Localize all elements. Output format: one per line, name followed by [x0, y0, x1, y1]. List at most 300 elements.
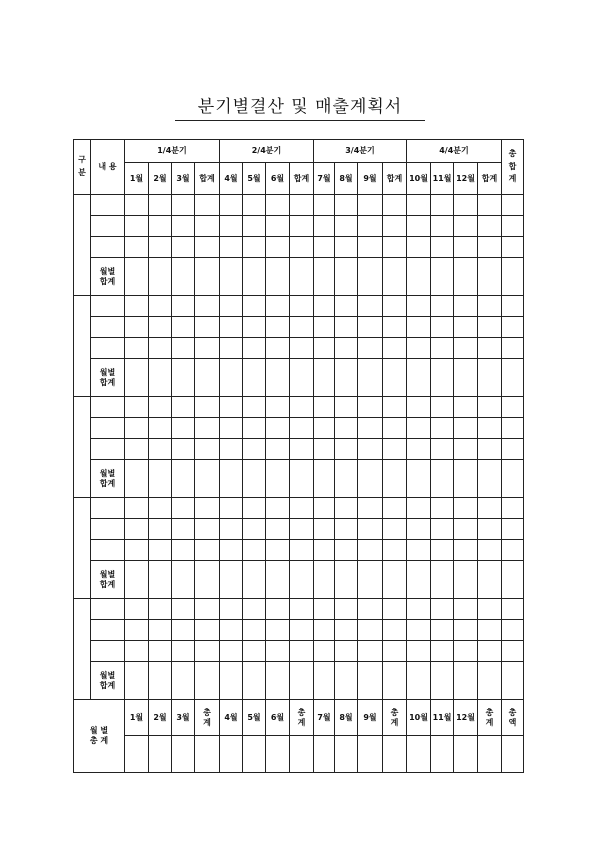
entry-cell[interactable]	[502, 359, 524, 397]
entry-cell[interactable]	[195, 519, 220, 540]
entry-cell[interactable]	[290, 519, 314, 540]
entry-cell[interactable]	[478, 620, 502, 641]
entry-cell[interactable]	[195, 258, 220, 296]
entry-cell[interactable]	[125, 599, 149, 620]
entry-cell[interactable]	[431, 258, 454, 296]
entry-cell[interactable]	[172, 216, 195, 237]
entry-cell[interactable]	[220, 216, 243, 237]
entry-cell[interactable]	[290, 397, 314, 418]
entry-cell[interactable]	[266, 359, 290, 397]
entry-cell[interactable]	[358, 540, 383, 561]
entry-cell[interactable]	[407, 498, 431, 519]
entry-cell[interactable]	[454, 359, 478, 397]
entry-cell[interactable]	[431, 641, 454, 662]
entry-cell[interactable]	[335, 460, 358, 498]
entry-cell[interactable]	[149, 338, 172, 359]
content-cell[interactable]	[91, 641, 125, 662]
entry-cell[interactable]	[407, 736, 431, 773]
entry-cell[interactable]	[314, 237, 335, 258]
entry-cell[interactable]	[290, 317, 314, 338]
entry-cell[interactable]	[358, 338, 383, 359]
entry-cell[interactable]	[454, 460, 478, 498]
entry-cell[interactable]	[290, 359, 314, 397]
entry-cell[interactable]	[502, 338, 524, 359]
entry-cell[interactable]	[172, 359, 195, 397]
entry-cell[interactable]	[454, 317, 478, 338]
entry-cell[interactable]	[358, 195, 383, 216]
entry-cell[interactable]	[290, 216, 314, 237]
entry-cell[interactable]	[266, 338, 290, 359]
entry-cell[interactable]	[172, 296, 195, 317]
entry-cell[interactable]	[335, 641, 358, 662]
entry-cell[interactable]	[431, 439, 454, 460]
entry-cell[interactable]	[290, 439, 314, 460]
entry-cell[interactable]	[149, 418, 172, 439]
entry-cell[interactable]	[383, 662, 407, 700]
content-cell[interactable]	[91, 599, 125, 620]
entry-cell[interactable]	[383, 439, 407, 460]
entry-cell[interactable]	[266, 460, 290, 498]
entry-cell[interactable]	[358, 561, 383, 599]
entry-cell[interactable]	[335, 258, 358, 296]
entry-cell[interactable]	[431, 460, 454, 498]
entry-cell[interactable]	[383, 599, 407, 620]
entry-cell[interactable]	[431, 216, 454, 237]
entry-cell[interactable]	[149, 498, 172, 519]
entry-cell[interactable]	[383, 736, 407, 773]
entry-cell[interactable]	[407, 216, 431, 237]
entry-cell[interactable]	[172, 662, 195, 700]
entry-cell[interactable]	[243, 296, 266, 317]
entry-cell[interactable]	[431, 498, 454, 519]
entry-cell[interactable]	[431, 736, 454, 773]
entry-cell[interactable]	[290, 599, 314, 620]
entry-cell[interactable]	[172, 736, 195, 773]
entry-cell[interactable]	[314, 359, 335, 397]
entry-cell[interactable]	[383, 460, 407, 498]
entry-cell[interactable]	[431, 296, 454, 317]
entry-cell[interactable]	[195, 620, 220, 641]
content-cell[interactable]	[91, 540, 125, 561]
entry-cell[interactable]	[243, 519, 266, 540]
entry-cell[interactable]	[407, 519, 431, 540]
entry-cell[interactable]	[407, 317, 431, 338]
entry-cell[interactable]	[195, 460, 220, 498]
entry-cell[interactable]	[335, 216, 358, 237]
entry-cell[interactable]	[502, 397, 524, 418]
entry-cell[interactable]	[335, 498, 358, 519]
entry-cell[interactable]	[314, 599, 335, 620]
entry-cell[interactable]	[314, 317, 335, 338]
content-cell[interactable]	[91, 397, 125, 418]
entry-cell[interactable]	[243, 460, 266, 498]
entry-cell[interactable]	[502, 540, 524, 561]
entry-cell[interactable]	[290, 641, 314, 662]
content-cell[interactable]	[91, 195, 125, 216]
content-cell[interactable]	[91, 296, 125, 317]
entry-cell[interactable]	[335, 359, 358, 397]
entry-cell[interactable]	[125, 439, 149, 460]
entry-cell[interactable]	[502, 258, 524, 296]
entry-cell[interactable]	[149, 561, 172, 599]
entry-cell[interactable]	[220, 519, 243, 540]
entry-cell[interactable]	[383, 641, 407, 662]
entry-cell[interactable]	[335, 439, 358, 460]
entry-cell[interactable]	[125, 338, 149, 359]
entry-cell[interactable]	[314, 338, 335, 359]
entry-cell[interactable]	[172, 317, 195, 338]
entry-cell[interactable]	[335, 540, 358, 561]
entry-cell[interactable]	[125, 296, 149, 317]
entry-cell[interactable]	[220, 296, 243, 317]
entry-cell[interactable]	[172, 540, 195, 561]
entry-cell[interactable]	[454, 540, 478, 561]
category-cell[interactable]	[74, 599, 91, 700]
entry-cell[interactable]	[125, 397, 149, 418]
entry-cell[interactable]	[220, 641, 243, 662]
entry-cell[interactable]	[290, 460, 314, 498]
entry-cell[interactable]	[358, 620, 383, 641]
entry-cell[interactable]	[314, 519, 335, 540]
entry-cell[interactable]	[431, 519, 454, 540]
entry-cell[interactable]	[243, 620, 266, 641]
entry-cell[interactable]	[266, 296, 290, 317]
category-cell[interactable]	[74, 498, 91, 599]
entry-cell[interactable]	[195, 662, 220, 700]
entry-cell[interactable]	[266, 519, 290, 540]
entry-cell[interactable]	[431, 317, 454, 338]
entry-cell[interactable]	[243, 662, 266, 700]
entry-cell[interactable]	[290, 296, 314, 317]
entry-cell[interactable]	[478, 460, 502, 498]
entry-cell[interactable]	[502, 561, 524, 599]
entry-cell[interactable]	[383, 237, 407, 258]
entry-cell[interactable]	[266, 620, 290, 641]
entry-cell[interactable]	[314, 498, 335, 519]
entry-cell[interactable]	[454, 599, 478, 620]
entry-cell[interactable]	[358, 216, 383, 237]
entry-cell[interactable]	[266, 540, 290, 561]
entry-cell[interactable]	[358, 359, 383, 397]
entry-cell[interactable]	[172, 498, 195, 519]
entry-cell[interactable]	[195, 599, 220, 620]
entry-cell[interactable]	[220, 561, 243, 599]
entry-cell[interactable]	[454, 736, 478, 773]
content-cell[interactable]	[91, 519, 125, 540]
entry-cell[interactable]	[431, 620, 454, 641]
entry-cell[interactable]	[502, 498, 524, 519]
entry-cell[interactable]	[454, 296, 478, 317]
entry-cell[interactable]	[125, 540, 149, 561]
entry-cell[interactable]	[195, 641, 220, 662]
entry-cell[interactable]	[195, 237, 220, 258]
entry-cell[interactable]	[478, 641, 502, 662]
entry-cell[interactable]	[195, 296, 220, 317]
entry-cell[interactable]	[125, 317, 149, 338]
entry-cell[interactable]	[383, 540, 407, 561]
entry-cell[interactable]	[125, 460, 149, 498]
entry-cell[interactable]	[266, 237, 290, 258]
entry-cell[interactable]	[125, 418, 149, 439]
entry-cell[interactable]	[149, 216, 172, 237]
entry-cell[interactable]	[502, 460, 524, 498]
entry-cell[interactable]	[149, 359, 172, 397]
entry-cell[interactable]	[266, 662, 290, 700]
entry-cell[interactable]	[314, 540, 335, 561]
entry-cell[interactable]	[358, 237, 383, 258]
entry-cell[interactable]	[383, 498, 407, 519]
entry-cell[interactable]	[314, 397, 335, 418]
entry-cell[interactable]	[290, 662, 314, 700]
entry-cell[interactable]	[220, 359, 243, 397]
entry-cell[interactable]	[478, 498, 502, 519]
entry-cell[interactable]	[335, 338, 358, 359]
entry-cell[interactable]	[243, 498, 266, 519]
entry-cell[interactable]	[335, 620, 358, 641]
entry-cell[interactable]	[243, 397, 266, 418]
entry-cell[interactable]	[358, 736, 383, 773]
entry-cell[interactable]	[478, 296, 502, 317]
entry-cell[interactable]	[407, 258, 431, 296]
entry-cell[interactable]	[502, 317, 524, 338]
entry-cell[interactable]	[314, 662, 335, 700]
entry-cell[interactable]	[195, 540, 220, 561]
entry-cell[interactable]	[172, 561, 195, 599]
entry-cell[interactable]	[407, 397, 431, 418]
entry-cell[interactable]	[502, 418, 524, 439]
entry-cell[interactable]	[243, 258, 266, 296]
entry-cell[interactable]	[431, 599, 454, 620]
entry-cell[interactable]	[220, 338, 243, 359]
entry-cell[interactable]	[172, 519, 195, 540]
entry-cell[interactable]	[290, 498, 314, 519]
entry-cell[interactable]	[454, 216, 478, 237]
entry-cell[interactable]	[314, 561, 335, 599]
entry-cell[interactable]	[149, 439, 172, 460]
entry-cell[interactable]	[266, 317, 290, 338]
entry-cell[interactable]	[431, 540, 454, 561]
entry-cell[interactable]	[314, 641, 335, 662]
entry-cell[interactable]	[220, 460, 243, 498]
entry-cell[interactable]	[125, 237, 149, 258]
entry-cell[interactable]	[478, 519, 502, 540]
entry-cell[interactable]	[195, 195, 220, 216]
entry-cell[interactable]	[125, 662, 149, 700]
entry-cell[interactable]	[125, 258, 149, 296]
entry-cell[interactable]	[172, 599, 195, 620]
entry-cell[interactable]	[220, 317, 243, 338]
entry-cell[interactable]	[383, 338, 407, 359]
entry-cell[interactable]	[407, 599, 431, 620]
entry-cell[interactable]	[172, 620, 195, 641]
entry-cell[interactable]	[383, 296, 407, 317]
entry-cell[interactable]	[383, 397, 407, 418]
entry-cell[interactable]	[478, 439, 502, 460]
entry-cell[interactable]	[502, 662, 524, 700]
entry-cell[interactable]	[243, 540, 266, 561]
entry-cell[interactable]	[407, 195, 431, 216]
entry-cell[interactable]	[502, 620, 524, 641]
entry-cell[interactable]	[478, 338, 502, 359]
entry-cell[interactable]	[220, 498, 243, 519]
entry-cell[interactable]	[149, 397, 172, 418]
entry-cell[interactable]	[314, 439, 335, 460]
entry-cell[interactable]	[358, 418, 383, 439]
entry-cell[interactable]	[478, 216, 502, 237]
entry-cell[interactable]	[502, 237, 524, 258]
entry-cell[interactable]	[266, 195, 290, 216]
entry-cell[interactable]	[314, 620, 335, 641]
entry-cell[interactable]	[383, 216, 407, 237]
entry-cell[interactable]	[358, 641, 383, 662]
entry-cell[interactable]	[290, 258, 314, 296]
entry-cell[interactable]	[383, 359, 407, 397]
entry-cell[interactable]	[243, 418, 266, 439]
entry-cell[interactable]	[266, 561, 290, 599]
entry-cell[interactable]	[266, 498, 290, 519]
entry-cell[interactable]	[266, 641, 290, 662]
entry-cell[interactable]	[172, 338, 195, 359]
content-cell[interactable]	[91, 317, 125, 338]
entry-cell[interactable]	[172, 418, 195, 439]
entry-cell[interactable]	[335, 599, 358, 620]
category-cell[interactable]	[74, 195, 91, 296]
content-cell[interactable]	[91, 338, 125, 359]
entry-cell[interactable]	[335, 397, 358, 418]
entry-cell[interactable]	[314, 195, 335, 216]
entry-cell[interactable]	[407, 620, 431, 641]
entry-cell[interactable]	[502, 296, 524, 317]
entry-cell[interactable]	[172, 397, 195, 418]
entry-cell[interactable]	[314, 216, 335, 237]
entry-cell[interactable]	[454, 561, 478, 599]
entry-cell[interactable]	[478, 540, 502, 561]
entry-cell[interactable]	[149, 519, 172, 540]
entry-cell[interactable]	[314, 296, 335, 317]
entry-cell[interactable]	[502, 736, 524, 773]
entry-cell[interactable]	[502, 519, 524, 540]
entry-cell[interactable]	[431, 237, 454, 258]
entry-cell[interactable]	[454, 237, 478, 258]
entry-cell[interactable]	[290, 195, 314, 216]
entry-cell[interactable]	[431, 338, 454, 359]
entry-cell[interactable]	[266, 216, 290, 237]
entry-cell[interactable]	[290, 237, 314, 258]
entry-cell[interactable]	[220, 418, 243, 439]
entry-cell[interactable]	[220, 237, 243, 258]
entry-cell[interactable]	[125, 620, 149, 641]
entry-cell[interactable]	[149, 599, 172, 620]
content-cell[interactable]	[91, 620, 125, 641]
entry-cell[interactable]	[335, 561, 358, 599]
entry-cell[interactable]	[125, 359, 149, 397]
entry-cell[interactable]	[407, 296, 431, 317]
category-cell[interactable]	[74, 296, 91, 397]
entry-cell[interactable]	[478, 317, 502, 338]
entry-cell[interactable]	[195, 216, 220, 237]
entry-cell[interactable]	[358, 498, 383, 519]
entry-cell[interactable]	[149, 296, 172, 317]
entry-cell[interactable]	[478, 418, 502, 439]
content-cell[interactable]	[91, 237, 125, 258]
entry-cell[interactable]	[502, 641, 524, 662]
entry-cell[interactable]	[431, 561, 454, 599]
entry-cell[interactable]	[195, 338, 220, 359]
entry-cell[interactable]	[358, 599, 383, 620]
entry-cell[interactable]	[290, 736, 314, 773]
entry-cell[interactable]	[195, 418, 220, 439]
entry-cell[interactable]	[243, 736, 266, 773]
entry-cell[interactable]	[407, 641, 431, 662]
entry-cell[interactable]	[407, 540, 431, 561]
entry-cell[interactable]	[314, 418, 335, 439]
entry-cell[interactable]	[431, 359, 454, 397]
entry-cell[interactable]	[454, 258, 478, 296]
entry-cell[interactable]	[172, 258, 195, 296]
entry-cell[interactable]	[383, 418, 407, 439]
entry-cell[interactable]	[431, 195, 454, 216]
entry-cell[interactable]	[454, 620, 478, 641]
entry-cell[interactable]	[454, 641, 478, 662]
entry-cell[interactable]	[407, 359, 431, 397]
entry-cell[interactable]	[478, 561, 502, 599]
entry-cell[interactable]	[431, 418, 454, 439]
entry-cell[interactable]	[220, 540, 243, 561]
entry-cell[interactable]	[172, 195, 195, 216]
entry-cell[interactable]	[125, 641, 149, 662]
entry-cell[interactable]	[195, 736, 220, 773]
entry-cell[interactable]	[220, 736, 243, 773]
entry-cell[interactable]	[220, 195, 243, 216]
entry-cell[interactable]	[478, 736, 502, 773]
entry-cell[interactable]	[172, 439, 195, 460]
entry-cell[interactable]	[195, 359, 220, 397]
entry-cell[interactable]	[383, 620, 407, 641]
entry-cell[interactable]	[243, 439, 266, 460]
entry-cell[interactable]	[220, 258, 243, 296]
entry-cell[interactable]	[149, 540, 172, 561]
entry-cell[interactable]	[290, 540, 314, 561]
entry-cell[interactable]	[243, 599, 266, 620]
entry-cell[interactable]	[383, 258, 407, 296]
entry-cell[interactable]	[358, 317, 383, 338]
entry-cell[interactable]	[335, 736, 358, 773]
entry-cell[interactable]	[431, 397, 454, 418]
entry-cell[interactable]	[266, 397, 290, 418]
entry-cell[interactable]	[502, 599, 524, 620]
entry-cell[interactable]	[149, 317, 172, 338]
content-cell[interactable]	[91, 216, 125, 237]
entry-cell[interactable]	[243, 338, 266, 359]
entry-cell[interactable]	[220, 662, 243, 700]
entry-cell[interactable]	[478, 397, 502, 418]
entry-cell[interactable]	[454, 397, 478, 418]
entry-cell[interactable]	[149, 460, 172, 498]
entry-cell[interactable]	[335, 418, 358, 439]
entry-cell[interactable]	[266, 736, 290, 773]
entry-cell[interactable]	[335, 317, 358, 338]
content-cell[interactable]	[91, 418, 125, 439]
entry-cell[interactable]	[335, 519, 358, 540]
entry-cell[interactable]	[172, 460, 195, 498]
entry-cell[interactable]	[220, 620, 243, 641]
entry-cell[interactable]	[243, 641, 266, 662]
entry-cell[interactable]	[195, 317, 220, 338]
entry-cell[interactable]	[478, 258, 502, 296]
entry-cell[interactable]	[314, 258, 335, 296]
entry-cell[interactable]	[290, 338, 314, 359]
entry-cell[interactable]	[195, 439, 220, 460]
